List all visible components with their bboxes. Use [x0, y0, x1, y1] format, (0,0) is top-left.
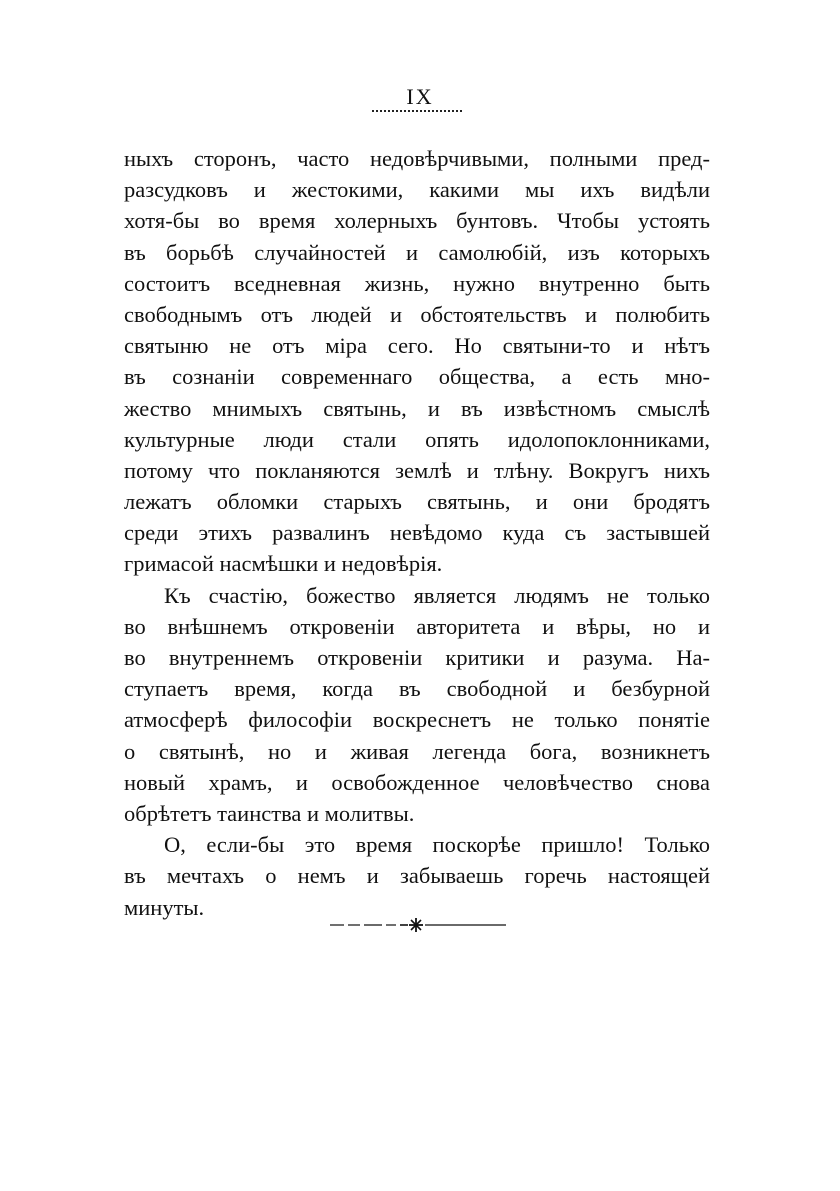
text-line: Къ счастію, божество является людямъ не только	[164, 582, 710, 608]
text-line: состоитъ вседневная жизнь, нужно внутренно быть	[124, 270, 710, 296]
text-line: обрѣтетъ таинства и молитвы.	[124, 800, 415, 826]
text-line: ныхъ сторонъ, часто недовѣрчивыми, полными пред-	[124, 146, 710, 171]
page-number: IX	[406, 84, 434, 109]
text-line: культурные люди стали опять идолопоклонниками,	[124, 426, 710, 452]
text-line: хотя-бы во время холерныхъ бунтовъ. Чтобы устоять	[124, 208, 710, 234]
text-line: во внѣшнемъ откровеніи авторитета и вѣры, но и	[124, 613, 710, 639]
text-line: атмосферѣ философіи воскреснетъ не только понятіе	[124, 707, 710, 733]
text-line: жество мнимыхъ святынь, и въ извѣстномъ смыслѣ	[124, 395, 710, 421]
text-line: въ борьбѣ случайностей и самолюбій, изъ которыхъ	[124, 239, 710, 265]
page-number-rule	[372, 110, 462, 112]
text-line: о святынѣ, но и живая легенда бога, возникнетъ	[124, 738, 710, 764]
end-ornament	[330, 914, 506, 934]
text-line: въ сознаніи современнаго общества, а есть мно-	[124, 364, 710, 390]
text-line: ступаетъ время, когда въ свободной и безбурной	[124, 676, 710, 702]
text-line: во внутреннемъ откровеніи критики и разума. На-	[124, 645, 710, 670]
text-line: среди этихъ развалинъ невѣдомо куда съ застывшей	[124, 520, 710, 546]
text-line: разсудковъ и жестокими, какими мы ихъ видѣли	[124, 177, 710, 203]
text-line: свободнымъ отъ людей и обстоятельствъ и полюбить	[124, 301, 710, 327]
text-line: потому что покланяются землѣ и тлѣну. Вокругъ нихъ	[124, 457, 710, 483]
text-line: лежатъ обломки старыхъ святынь, и они бродятъ	[124, 489, 710, 515]
text-line: новый храмъ, и освобожденное человѣчество снова	[124, 769, 710, 795]
text-line: минуты.	[124, 894, 205, 920]
text-line: гримасой насмѣшки и недовѣрія.	[124, 551, 443, 577]
asterisk-star-icon	[409, 918, 423, 932]
body-text	[124, 143, 710, 923]
text-line: святыню не отъ міра сего. Но святыни-то и нѣтъ	[124, 333, 710, 359]
text-line: въ мечтахъ о немъ и забываешь горечь настоящей	[124, 863, 710, 889]
text-line: О, если-бы это время поскорѣе пришло! Только	[164, 832, 710, 858]
